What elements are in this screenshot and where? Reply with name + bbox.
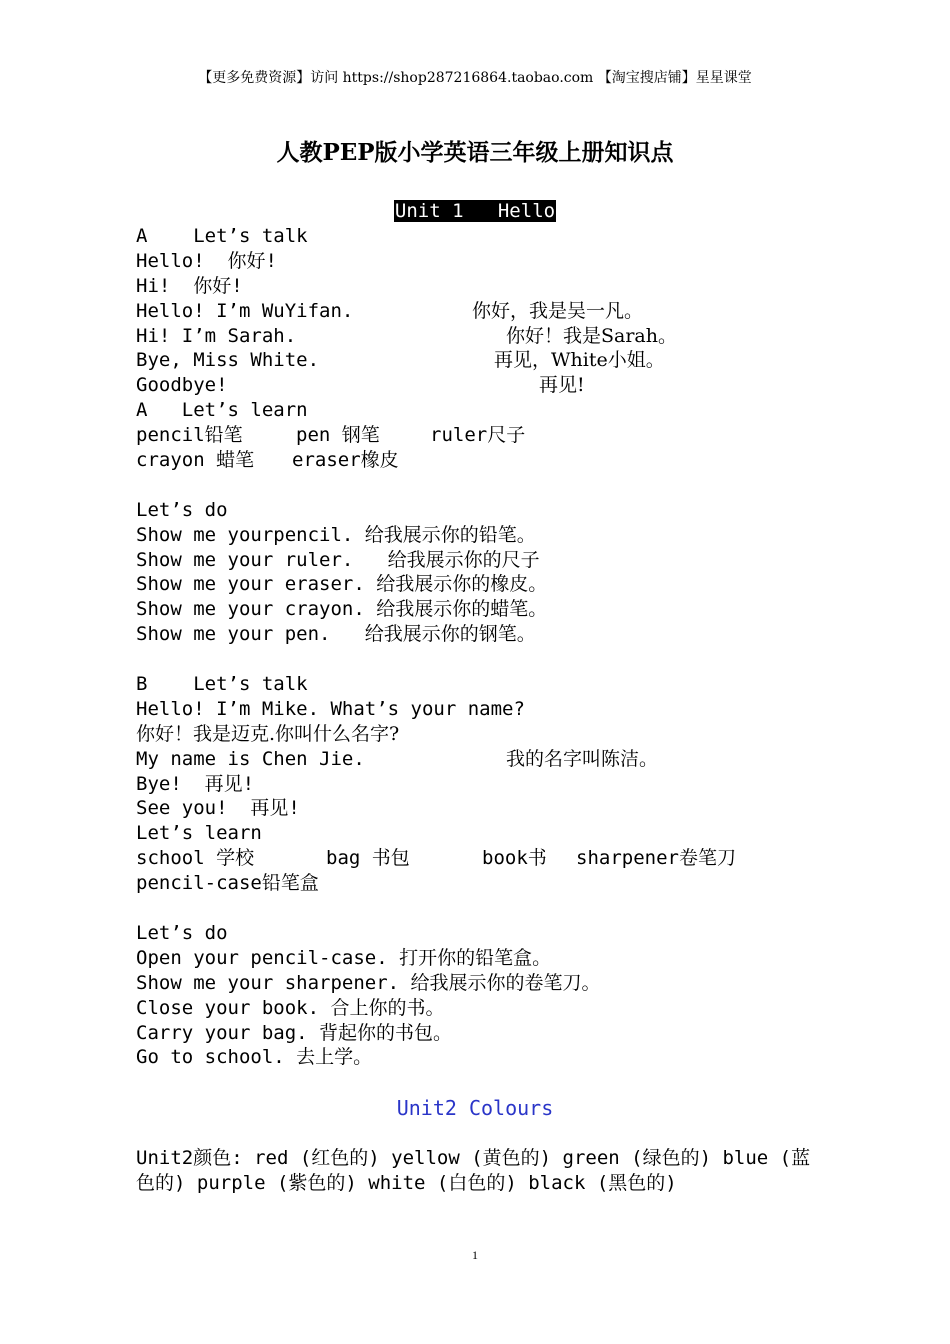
a-do-line: Show me your ruler. 给我展示你的尺子 [136, 548, 540, 571]
unit1-content [136, 224, 836, 1070]
page-number: 1 [472, 1248, 478, 1262]
b-do-line: Show me your sharpener. 给我展示你的卷笔刀。 [136, 971, 601, 994]
unit2-heading: Unit2 Colours [396, 1096, 554, 1120]
mike-en-line: Hello! I’m Mike. What’s your name? [136, 697, 525, 720]
a-do-line: Show me your crayon. 给我展示你的蜡笔。 [136, 598, 548, 621]
chenjie-en: My name is Chen Jie. [136, 747, 365, 770]
a-vocab-row-2 [136, 448, 836, 473]
a-vocab-row-1 [136, 423, 836, 448]
vocab-bag: bag 书包 [326, 847, 410, 870]
vocab-school: school 学校 [136, 847, 255, 870]
sarah-line [136, 324, 836, 349]
hello-line: Hello! 你好! [136, 249, 277, 272]
b-do-line: Close your book. 合上你的书。 [136, 996, 445, 1019]
unit2-colors-text: Unit2颜色: red (红色的) yellow (黄色的) green (绿色的) blue (蓝色的) purple (紫色的) white (白色的) black (黑色的) [136, 1147, 811, 1194]
blank-line [136, 896, 836, 921]
vocab-ruler: ruler尺子 [430, 424, 526, 447]
unit1-heading-text: Unit 1 Hello [394, 200, 556, 222]
sarah-en: Hi! I’m Sarah. [136, 324, 297, 347]
chenjie-zh: 我的名字叫陈洁。 [506, 747, 659, 770]
a-do-label: Let’s do [136, 498, 228, 521]
b-vocab-row-2: pencil-case铅笔盒 [136, 872, 319, 895]
blank-line [136, 473, 836, 498]
document-title: 人教PEP版小学英语三年级上册知识点 [276, 139, 674, 166]
bye-white-zh: 再见，White小姐。 [494, 349, 665, 372]
sarah-zh: 你好！我是Sarah。 [506, 324, 677, 347]
unit1-heading [0, 200, 950, 223]
vocab-crayon: crayon 蜡笔 [136, 449, 255, 472]
vocab-sharpener: sharpener卷笔刀 [576, 847, 736, 870]
bye-white-line [136, 348, 836, 373]
blank-line [136, 647, 836, 672]
vocab-eraser: eraser橡皮 [292, 449, 399, 472]
b-vocab-row-1 [136, 846, 836, 871]
b-do-line: Open your pencil-case. 打开你的铅笔盒。 [136, 946, 552, 969]
b-learn-label: Let’s learn [136, 822, 262, 845]
bye-line: Bye! 再见! [136, 772, 255, 795]
vocab-pen: pen 钢笔 [296, 424, 380, 447]
wuyifan-zh: 你好，我是吴一凡。 [472, 299, 644, 322]
goodbye-zh: 再见! [539, 374, 585, 397]
wuyifan-en: Hello! I’m WuYifan. [136, 299, 354, 322]
b-talk-label: B Let’s talk [136, 673, 308, 696]
a-do-line: Show me your eraser. 给我展示你的橡皮。 [136, 573, 548, 596]
vocab-pencil: pencil铅笔 [136, 424, 243, 447]
hi-line: Hi! 你好! [136, 274, 243, 297]
mike-zh-line: 你好！我是迈克.你叫什么名字? [136, 722, 400, 745]
b-do-label: Let’s do [136, 921, 228, 944]
header-promo-note: 【更多免费资源】访问 https://shop287216864.taobao.com 【淘宝搜店铺】星星课堂 [198, 70, 752, 86]
see-you-line: See you! 再见! [136, 797, 300, 820]
bye-white-en: Bye, Miss White. [136, 349, 320, 372]
a-do-line: Show me yourpencil. 给我展示你的铅笔。 [136, 523, 536, 546]
vocab-book: book书 [482, 847, 547, 870]
chenjie-line [136, 747, 836, 772]
goodbye-en: Goodbye! [136, 374, 228, 397]
a-learn-label: A Let’s learn [136, 399, 308, 422]
wuyifan-line [136, 299, 836, 324]
goodbye-line [136, 373, 836, 398]
a-talk-label: A Let’s talk [136, 225, 308, 247]
a-do-line: Show me your pen. 给我展示你的钢笔。 [136, 623, 536, 646]
b-do-line: Carry your bag. 背起你的书包。 [136, 1021, 453, 1044]
b-do-line: Go to school. 去上学。 [136, 1046, 373, 1069]
